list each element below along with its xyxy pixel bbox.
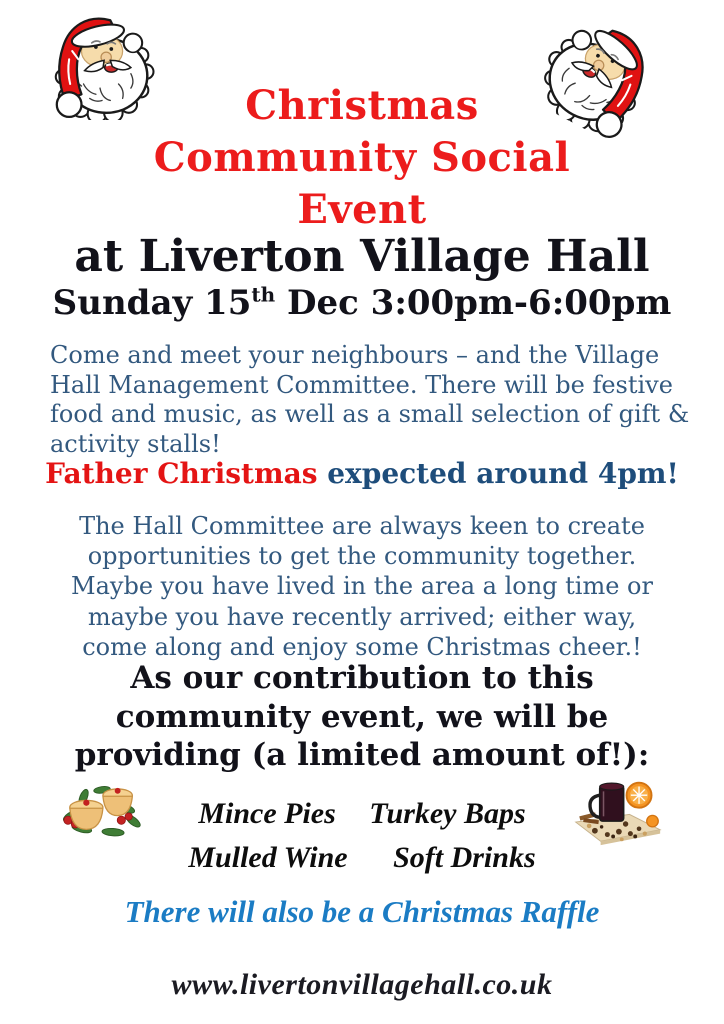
community-line: maybe you have recently arrived; either way, xyxy=(87,602,637,631)
intro-line: Hall Management Committee. There will be festive xyxy=(50,370,673,399)
menu-row-2 xyxy=(0,840,724,876)
date-prefix: Sunday 15 xyxy=(52,283,252,323)
community-line: opportunities to get the community together. xyxy=(87,542,637,571)
intro-line: activity stalls! xyxy=(50,429,221,458)
title-line-3: Event xyxy=(297,186,427,233)
date-time-line xyxy=(0,283,724,323)
venue-line: at Liverton Village Hall xyxy=(74,231,650,282)
contribution-line: community event, we will be xyxy=(115,698,609,735)
event-title xyxy=(0,80,724,236)
community-line: come along and enjoy some Christmas cheer.! xyxy=(82,632,642,661)
title-line-2: Community Social xyxy=(153,134,571,181)
father-christmas-rest: expected around 4pm! xyxy=(317,457,679,490)
intro-line: food and music, as well as a small selection of gift & xyxy=(50,400,690,428)
menu-item-mince-pies: Mince Pies xyxy=(198,797,336,830)
contribution-line: As our contribution to this xyxy=(130,660,594,696)
father-christmas-line xyxy=(0,457,724,491)
father-christmas-highlight: Father Christmas xyxy=(45,457,318,490)
raffle-line: There will also be a Christmas Raffle xyxy=(124,894,600,929)
menu-item-turkey-baps: Turkey Baps xyxy=(369,797,526,830)
intro-line: Come and meet your neighbours – and the Village xyxy=(50,341,660,369)
title-line-1: Christmas xyxy=(245,82,479,129)
menu-item-mulled-wine: Mulled Wine xyxy=(188,841,348,874)
date-suffix: Dec 3:00pm-6:00pm xyxy=(275,283,672,323)
intro-paragraph xyxy=(50,341,710,459)
website-url: www.livertonvillagehall.co.uk xyxy=(171,968,553,1001)
menu-row-1 xyxy=(0,796,724,832)
contribution-heading xyxy=(0,659,724,775)
ordinal-suffix: th xyxy=(251,282,276,307)
community-line: The Hall Committee are always keen to create xyxy=(79,512,645,540)
contribution-line: providing (a limited amount of!): xyxy=(74,737,650,773)
community-paragraph xyxy=(0,511,724,662)
menu-item-soft-drinks: Soft Drinks xyxy=(393,841,536,874)
community-line: Maybe you have lived in the area a long time or xyxy=(71,572,653,601)
